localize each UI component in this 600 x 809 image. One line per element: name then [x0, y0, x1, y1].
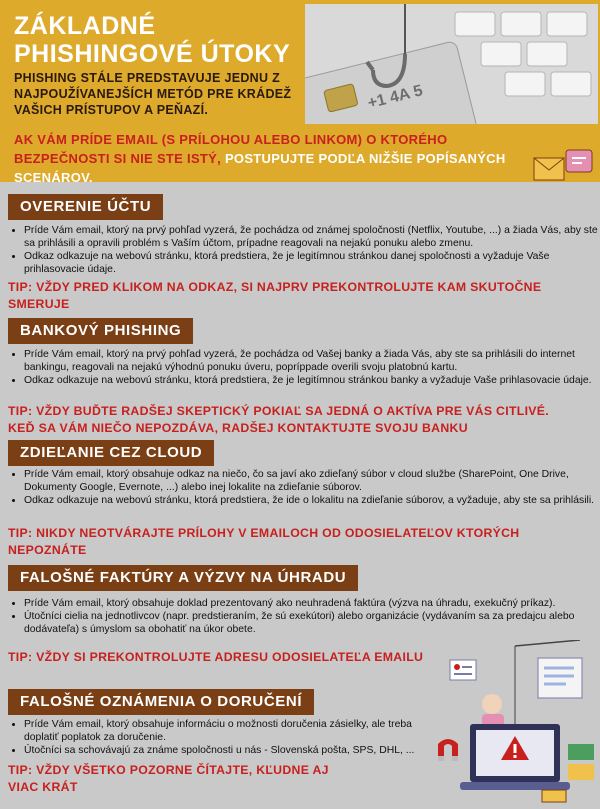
tip-cloud-sharing: TIP: NIKDY NEOTVÁRAJTE PRÍLOHY V EMAILOCH OD ODOSIELATEĽOV KTORÝCH NEPOZNÁTE [8, 526, 520, 557]
section-title-fake-delivery: FALOŠNÉ OZNÁMENIA O DORUČENÍ [8, 689, 314, 715]
tip-account-verification: TIP: VŽDY PRED KLIKOM NA ODKAZ, SI NAJPRV PREKONTROLUJTE KAM SKUTOČNE SMERUJE [8, 280, 542, 311]
section-bullets-bank-phishing [8, 348, 600, 387]
list-item: • Príde Vám email, ktorý obsahuje informáciu o možnosti doručenia zásielky, ale treba doplatiť poplatok za doručenie. [24, 718, 424, 744]
list-item: • Útočníci sa schovávajú za známe spoločnosti u nás - Slovenská pošta, SPS, DHL, ... [24, 744, 424, 757]
section-bullets-fake-invoices [8, 597, 600, 636]
list-item: • Odkaz odkazuje na webovú stránku, ktorá predstiera, že je legitímnou stránkou banky a vyžaduje Vaše prihlasovacie údaje. [24, 374, 600, 387]
tip-bank-phishing: TIP: VŽDY BUĎTE RADŠEJ SKEPTICKÝ POKIAĽ SA JEDNÁ O AKTÍVA PRE VÁS CITLIVÉ. KEĎ SA VÁM NIEČO NEPOZDÁVA, RADŠEJ KONTAKTUJTE SVOJU BANKU [8, 404, 550, 435]
tip-fake-delivery: TIP: VŽDY VŠETKO POZORNE ČÍTAJTE, KĽUDNE AJ VIAC KRÁT [8, 763, 329, 794]
envelope-illustration [532, 148, 596, 182]
warning-text [14, 130, 534, 187]
section-title-fake-invoices: FALOŠNÉ FAKTÚRY A VÝZVY NA ÚHRADU [8, 565, 358, 591]
section-title-bank-phishing: BANKOVÝ PHISHING [8, 318, 193, 344]
page-subtitle: PHISHING STÁLE PREDSTAVUJE JEDNU Z NAJPOUŽÍVANEJŠÍCH METÓD PRE KRÁDEŽ VAŠICH PRÍSTUPOV A PEŇAZÍ. [14, 71, 292, 117]
list-item: • Útočníci cielia na jednotlivcov (napr. predstieraním, že sú exekútori) alebo organizácie (vydávaním sa za predajcu alebo dodávateľa) s úmyslom sa obohatiť na úkor obete. [24, 610, 600, 636]
warning-red-text: AK VÁM PRÍDE EMAIL (S PRÍLOHOU ALEBO LINKOM) O KTORÉHO BEZPEČNOSTI SI NIE STE ISTÝ, [14, 132, 448, 166]
list-item: • Príde Vám email, ktorý na prvý pohľad vyzerá, že pochádza od Vašej banky a žiada Vás, aby ste sa prihlásili do internet bankingu, reagovali na nejakú výhodnú ponuku úveru, popríppade overili svoju platobnú kartu. [24, 348, 600, 374]
section-bullets-account-verification [8, 224, 600, 276]
list-item: • Odkaz odkazuje na webovú stránku, ktorá predstiera, že ide o lokalitu na zdieľanie súborov, a vyžaduje, aby ste sa prihlásili. [24, 494, 600, 507]
list-item: • Príde Vám email, ktorý obsahuje doklad prezentovaný ako neuhradená faktúra (výzva na úhradu, exekučný príkaz). [24, 597, 600, 610]
header-banner [0, 0, 600, 185]
section-bullets-fake-delivery [8, 718, 424, 757]
card-number: +1 4A 5 [366, 82, 425, 113]
section-bullets-cloud-sharing [8, 468, 600, 507]
laptop-phishing-illustration [430, 640, 598, 804]
phishing-hook-image [305, 4, 598, 124]
list-item: • Príde Vám email, ktorý na prvý pohľad vyzerá, že pochádza od známej spoločnosti (Netflix, Youtube, ...) a žiada Vás, aby ste sa prihlásili a opravili problém s Vaším účtom, prípadne reagovali na nejakú ponuku alebo zmenu. [24, 224, 600, 250]
list-item: • Príde Vám email, ktorý obsahuje odkaz na niečo, čo sa javí ako zdieľaný súbor v cloud službe (SharePoint, One Drive, Dokumenty Google, Evernote, ...) alebo inej lokalite na zdieľanie súborov. [24, 468, 600, 494]
warning-white-text: POSTUPUJTE PODĽA NIŽŠIE POPÍSANÝCH SCENÁROV. [14, 151, 506, 185]
section-title-account-verification: OVERENIE ÚČTU [8, 194, 163, 220]
list-item: • Odkaz odkazuje na webovú stránku, ktorá predstiera, že je legitímnou stránkou danej spoločnosti a vyžaduje Vaše prihlasovacie údaje. [24, 250, 600, 276]
tip-fake-invoices: TIP: VŽDY SI PREKONTROLUJTE ADRESU ODOSIELATEĽA EMAILU [8, 650, 424, 664]
page-title: ZÁKLADNÉ PHISHINGOVÉ ÚTOKY [14, 12, 291, 68]
section-title-cloud-sharing: ZDIEĽANIE CEZ CLOUD [8, 440, 214, 466]
